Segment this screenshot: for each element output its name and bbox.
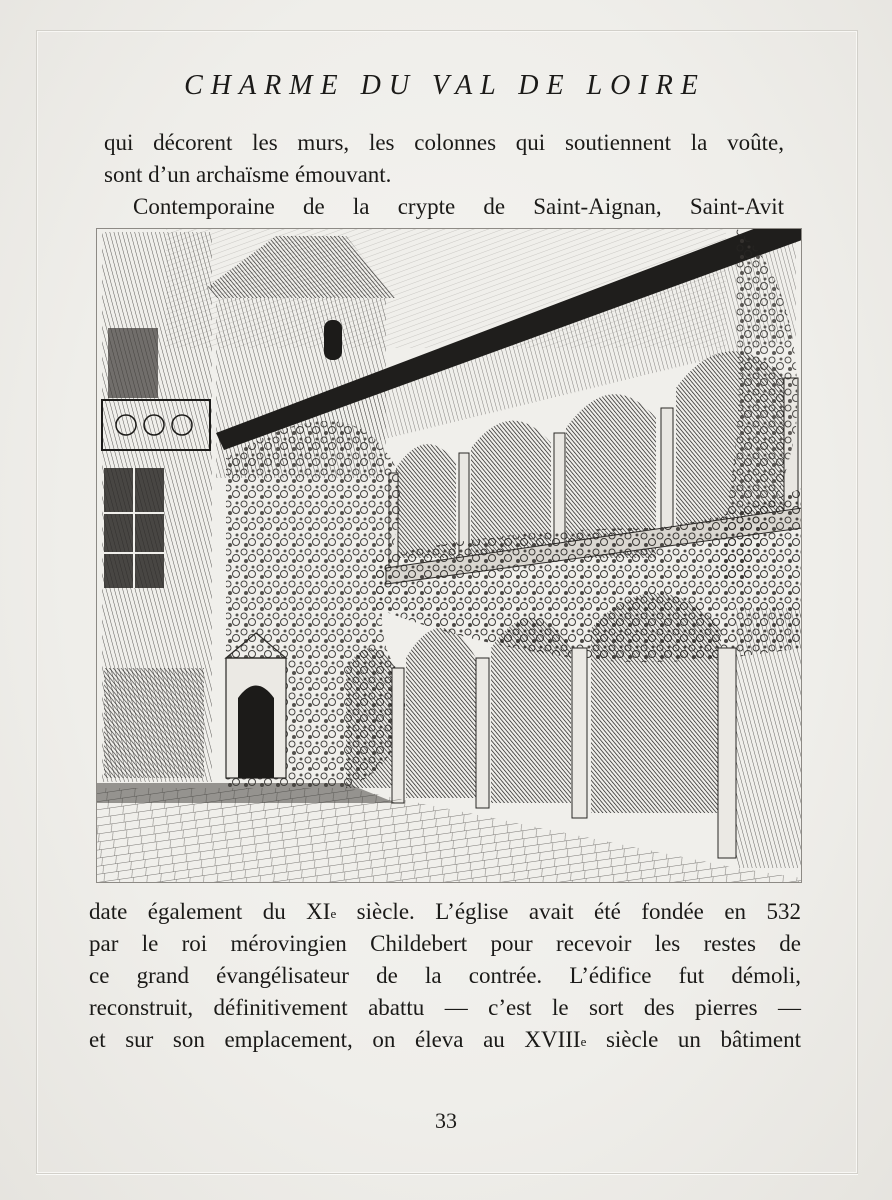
superscript: e (580, 1034, 587, 1049)
text-line: par le roi mérovingien Childebert pour recevoir les restes de (89, 931, 801, 956)
text-line: Contemporaine de la crypte de Saint-Aignan, Saint-Avit (133, 194, 784, 219)
text-segment: siècle. L’église avait été fondée en 532 (336, 899, 801, 924)
text-segment: et sur son emplacement, on éleva au XVIII (89, 1027, 581, 1052)
superscript: e (330, 906, 337, 921)
text-segment: siècle un bâtiment (586, 1027, 801, 1052)
etching-image (96, 228, 802, 883)
text-line (89, 896, 801, 928)
text-segment: date également du XI (89, 899, 331, 924)
paragraph-top (104, 127, 784, 223)
page-number: 33 (435, 1108, 457, 1133)
running-head: CHARME DU VAL DE LOIRE (184, 70, 706, 101)
text-line: sont d’un archaïsme émouvant. (104, 162, 392, 187)
text-line (89, 1024, 801, 1056)
paragraph-bottom (89, 896, 801, 1056)
etching-illustration (96, 228, 802, 883)
text-line: qui décorent les murs, les colonnes qui soutiennent la voûte, (104, 130, 784, 155)
text-line: reconstruit, définitivement abattu — c’est le sort des pierres — (89, 995, 801, 1020)
text-line: ce grand évangélisateur de la contrée. L’édifice fut démoli, (89, 963, 801, 988)
